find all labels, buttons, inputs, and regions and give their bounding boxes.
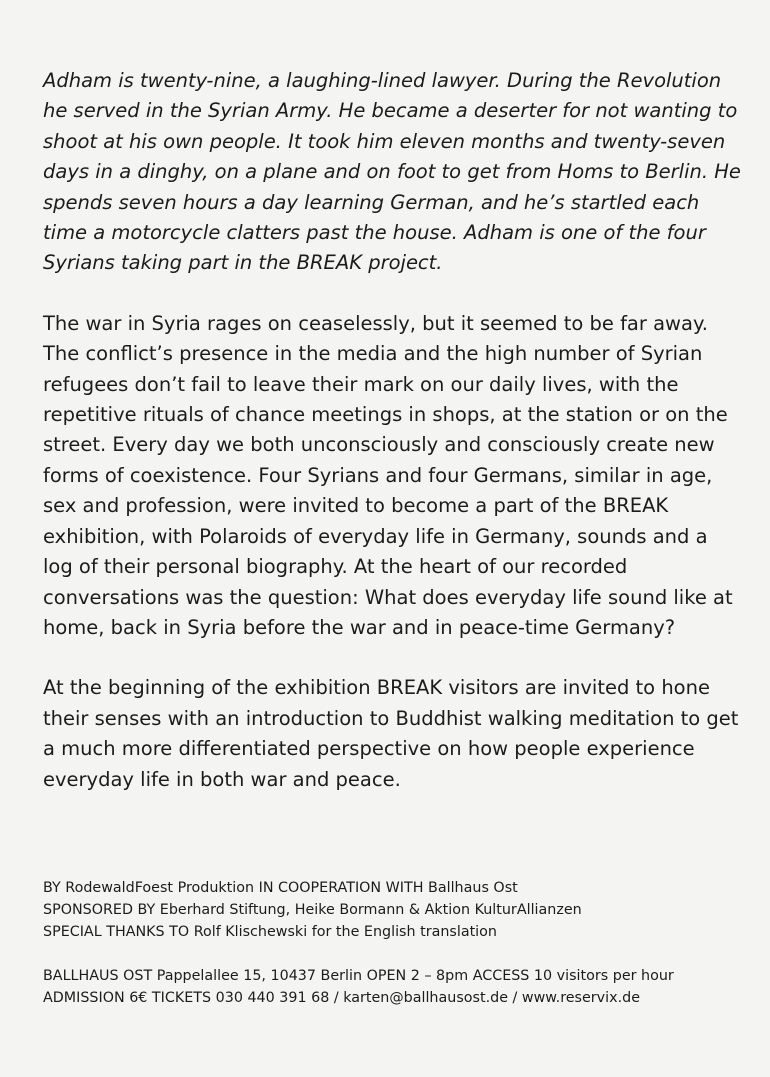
body-paragraph-2: At the beginning of the exhibition BREAK visitors are invited to hone their senses with an introduction to Buddhist walking meditation to get a much more differentiated perspective on how people experience everyday life in both war and peace.: [43, 676, 739, 791]
credits-block: [43, 877, 743, 943]
credits-production-line: BY RodewaldFoest Produktion IN COOPERATION WITH Ballhaus Ost: [43, 880, 518, 896]
credits-sponsor-line: SPONSORED BY Eberhard Stiftung, Heike Bormann & Aktion KulturAllianzen: [43, 902, 582, 918]
credits-thanks-line: SPECIAL THANKS TO Rolf Klischewski for the English translation: [43, 924, 497, 940]
intro-paragraph: Adham is twenty-nine, a laughing-lined lawyer. During the Revolution he served in the Syrian Army. He became a deserter for not wanting to shoot at his own people. It took him eleven months and twenty-seven days in a dinghy, on a plane and on foot to get from Homs to Berlin. He spends seven hours a day learning German, and he’s startled each time a motorcycle clatters past the house. Adham is one of the four Syrians taking part in the BREAK project.: [43, 69, 741, 275]
venue-info-block: [43, 965, 743, 1009]
body-paragraph-1: The war in Syria rages on ceaselessly, but it seemed to be far away. The conflict’s presence in the media and the high number of Syrian refugees don’t fail to leave their mark on our daily lives, with the repetitive rituals of chance meetings in shops, at the station or on the street. Every day we both unconsciously and consciously create new forms of coexistence. Four Syrians and four Germans, similar in age, sex and profession, were invited to become a part of the BREAK exhibition, with Polaroids of everyday life in Germany, sounds and a log of their personal biography. At the heart of our recorded conversations was the question: What does everyday life sound like at home, back in Syria before the war and in peace-time Germany?: [43, 311, 733, 639]
venue-address-line: BALLHAUS OST Pappelallee 15, 10437 Berlin OPEN 2 – 8pm ACCESS 10 visitors per hour: [43, 968, 674, 984]
admission-tickets-line: ADMISSION 6€ TICKETS 030 440 391 68 / karten@ballhausost.de / www.reservix.de: [43, 990, 640, 1006]
